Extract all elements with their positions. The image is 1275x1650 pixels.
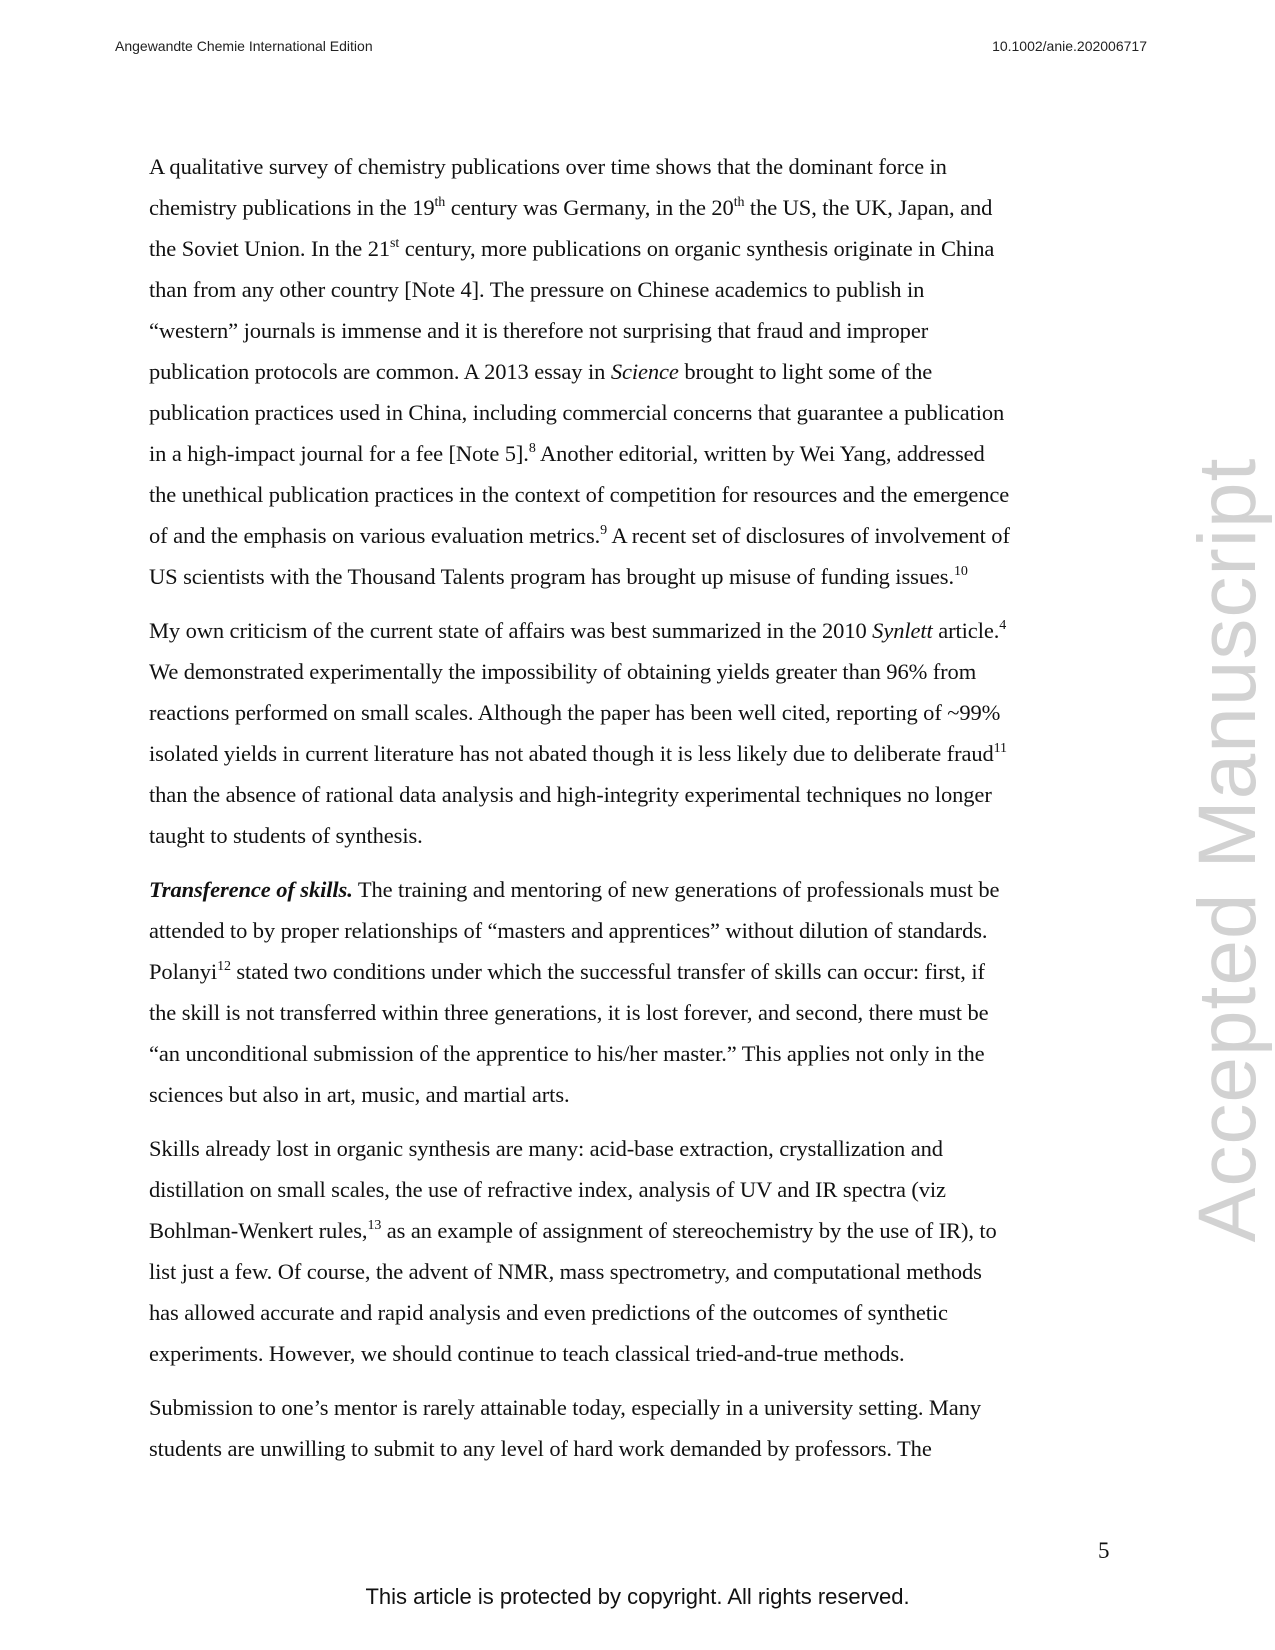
text-segment: distillation on small scales, the use of refractive index, analysis of UV and IR spectra (viz (149, 1177, 946, 1202)
text-segment: Polanyi (149, 959, 218, 984)
citation-superscript: 4 (999, 618, 1007, 633)
text-line (149, 774, 1149, 815)
text-segment: brought to light some of the (678, 359, 933, 384)
text-segment: Skills already lost in organic synthesis are many: acid-base extraction, crystallization and (149, 1136, 943, 1161)
text-line (149, 869, 1149, 910)
citation-superscript: st (390, 236, 400, 251)
paragraph (149, 146, 1149, 597)
citation-superscript: 13 (367, 1218, 382, 1233)
accepted-manuscript-watermark: Accepted Manuscript (1182, 457, 1273, 1243)
text-line (149, 610, 1149, 651)
paragraph (149, 1387, 1149, 1469)
text-segment: My own criticism of the current state of affairs was best summarized in the 2010 (149, 618, 873, 643)
italic-text: Synlett (872, 618, 933, 643)
text-line (149, 951, 1149, 992)
text-segment: century was Germany, in the 20 (445, 195, 734, 220)
text-segment: A qualitative survey of chemistry publications over time shows that the dominant force in (149, 154, 947, 179)
text-segment: list just a few. Of course, the advent of NMR, mass spectrometry, and computational methods (149, 1259, 982, 1284)
article-body (149, 146, 1149, 1482)
text-segment: publication protocols are common. A 2013 essay in (149, 359, 611, 384)
text-line (149, 269, 1149, 310)
section-heading: Transference of skills. (149, 877, 353, 902)
text-segment: than the absence of rational data analysis and high-integrity experimental techniques no longer (149, 782, 992, 807)
text-line (149, 1033, 1149, 1074)
text-line (149, 1387, 1149, 1428)
text-line (149, 733, 1149, 774)
text-line (149, 1292, 1149, 1333)
text-segment: century, more publications on organic synthesis originate in China (399, 236, 995, 261)
text-segment: experiments. However, we should continue to teach classical tried-and-true methods. (149, 1341, 905, 1366)
paragraph (149, 610, 1149, 856)
text-line (149, 392, 1149, 433)
text-line (149, 474, 1149, 515)
text-line (149, 146, 1149, 187)
text-segment: “western” journals is immense and it is therefore not surprising that fraud and improper (149, 318, 929, 343)
text-line (149, 1251, 1149, 1292)
text-segment: taught to students of synthesis. (149, 823, 423, 848)
text-segment: the skill is not transferred within three generations, it is lost forever, and second, there must be (149, 1000, 989, 1025)
text-line (149, 1428, 1149, 1469)
text-line (149, 992, 1149, 1033)
text-segment: isolated yields in current literature has not abated though it is less likely due to deliberate fraud (149, 741, 994, 766)
text-segment: the unethical publication practices in the context of competition for resources and the emergence (149, 482, 1010, 507)
text-segment: students are unwilling to submit to any level of hard work demanded by professors. The (149, 1436, 932, 1461)
citation-superscript: 11 (993, 741, 1007, 756)
text-line (149, 1333, 1149, 1374)
text-segment: in a high-impact journal for a fee [Note 5]. (149, 441, 529, 466)
text-line (149, 228, 1149, 269)
text-line (149, 515, 1149, 556)
citation-superscript: 8 (528, 441, 536, 456)
doi: 10.1002/anie.202006717 (992, 38, 1147, 54)
text-segment: “an unconditional submission of the apprentice to his/her master.” This applies not only in the (149, 1041, 985, 1066)
text-segment: Bohlman-Wenkert rules, (149, 1218, 368, 1243)
text-segment: sciences but also in art, music, and martial arts. (149, 1082, 570, 1107)
text-line (149, 1210, 1149, 1251)
text-segment: We demonstrated experimentally the impossibility of obtaining yields greater than 96% from (149, 659, 977, 684)
citation-superscript: 10 (953, 564, 968, 579)
text-segment: Another editorial, written by Wei Yang, addressed (535, 441, 985, 466)
text-segment: stated two conditions under which the successful transfer of skills can occur: first, if (230, 959, 985, 984)
text-segment: chemistry publications in the 19 (149, 195, 435, 220)
citation-superscript: 12 (217, 959, 231, 974)
citation-superscript: th (733, 195, 745, 210)
copyright-footer: This article is protected by copyright. All rights reserved. (365, 1584, 910, 1609)
text-line (149, 1074, 1149, 1115)
text-segment: publication practices used in China, including commercial concerns that guarantee a publication (149, 400, 1005, 425)
text-segment: as an example of assignment of stereochemistry by the use of IR), to (381, 1218, 997, 1243)
text-segment: article. (932, 618, 1000, 643)
paragraph (149, 869, 1149, 1115)
text-line (149, 910, 1149, 951)
text-segment: reactions performed on small scales. Although the paper has been well cited, reporting of ~99% (149, 700, 1001, 725)
citation-superscript: 9 (600, 523, 608, 538)
text-line (149, 692, 1149, 733)
text-line (149, 651, 1149, 692)
text-segment: than from any other country [Note 4]. The pressure on Chinese academics to publish in (149, 277, 925, 302)
paragraph (149, 1128, 1149, 1374)
text-segment: A recent set of disclosures of involvement of (607, 523, 1010, 548)
text-line (149, 1128, 1149, 1169)
text-segment: US scientists with the Thousand Talents program has brought up misuse of funding issues. (149, 564, 954, 589)
citation-superscript: th (434, 195, 446, 210)
text-segment: Submission to one’s mentor is rarely attainable today, especially in a university setting. Many (149, 1395, 981, 1420)
text-line (149, 556, 1149, 597)
text-line (149, 433, 1149, 474)
text-line (149, 815, 1149, 856)
journal-title: Angewandte Chemie International Edition (115, 38, 373, 54)
text-line (149, 310, 1149, 351)
text-segment: the Soviet Union. In the 21 (149, 236, 391, 261)
text-segment: has allowed accurate and rapid analysis and even predictions of the outcomes of synthetic (149, 1300, 948, 1325)
italic-text: Science (610, 359, 679, 384)
text-segment: attended to by proper relationships of “masters and apprentices” without dilution of standards. (149, 918, 988, 943)
text-segment: the US, the UK, Japan, and (744, 195, 993, 220)
text-line (149, 351, 1149, 392)
text-segment: The training and mentoring of new generations of professionals must be (352, 877, 1000, 902)
text-segment: of and the emphasis on various evaluation metrics. (149, 523, 601, 548)
text-line (149, 187, 1149, 228)
text-line (149, 1169, 1149, 1210)
page-number: 5 (1098, 1538, 1110, 1563)
